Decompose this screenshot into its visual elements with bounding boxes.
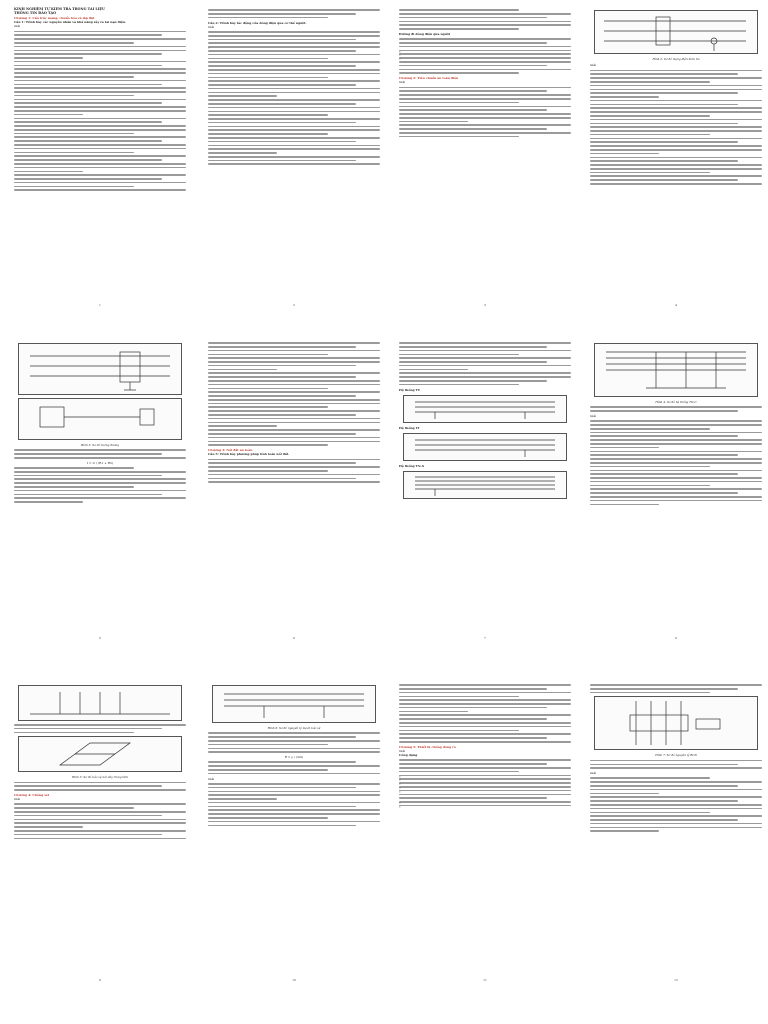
answer-label: Giải xyxy=(208,776,215,781)
circuit-figure xyxy=(594,10,758,54)
page-number: 8 xyxy=(675,635,677,640)
page-1 xyxy=(12,7,188,309)
page-number: 3 xyxy=(484,302,486,307)
page-9 xyxy=(12,682,188,984)
circuit-diagram xyxy=(19,399,181,439)
waveform-figure xyxy=(18,685,182,721)
figure-caption: Hình 6: Sơ đồ nguyên lý mạch bảo vệ xyxy=(267,726,321,730)
page-8 xyxy=(588,340,764,642)
page-number: 7 xyxy=(484,635,486,640)
system-label-tns: Hệ thống TN-S xyxy=(399,463,425,468)
figure-caption: Hình 7: Sơ đồ nguyên lý RCD xyxy=(655,753,697,758)
subheading: Đường đi dòng điện qua người xyxy=(399,31,451,36)
formula: I = U / (R1 + R2) xyxy=(86,460,114,465)
chapter-heading: Chương 2: Tiêu chuẩn an toàn điện xyxy=(399,76,459,81)
page-6 xyxy=(206,340,382,642)
answer-label: Giải xyxy=(590,63,597,68)
grounding-figure-tt xyxy=(403,395,567,423)
page-5 xyxy=(12,340,188,642)
protection-figure xyxy=(212,685,376,723)
circuit-diagram xyxy=(19,344,181,394)
grounding-diagram xyxy=(404,472,566,498)
answer-label: Giải xyxy=(14,24,21,29)
grounding-diagram xyxy=(404,396,566,422)
page-3 xyxy=(397,7,573,309)
page-number: 6 xyxy=(293,635,295,640)
figure-caption: Hình 5: Sơ đồ bảo vệ nối dây trung tính xyxy=(71,775,129,780)
page-number: 5 xyxy=(99,635,101,640)
answer-label: Giải xyxy=(590,771,597,776)
rcd-figure xyxy=(594,696,758,750)
page-number: 10 xyxy=(292,977,296,982)
grounding-figure-tnc xyxy=(594,343,758,397)
system-label-tt: Hệ thống TT xyxy=(399,387,421,392)
grounding-diagram xyxy=(404,434,566,460)
page-7 xyxy=(397,340,573,642)
question-text: Câu 1: Trình bày các nguyên nhân và khả năng xảy ra tai nạn điện. xyxy=(14,20,127,25)
formula: R = ρ / (2πl) xyxy=(284,755,304,760)
waveform-diagram xyxy=(19,686,181,720)
question-text: Câu 2: Trình bày tác động của dòng điện qua cơ thể người. xyxy=(208,20,307,25)
chapter-heading: Chương 1: Cấu trúc mạng, chuẩn hóa và lắp đặt xyxy=(14,15,95,20)
answer-label: Giải xyxy=(14,797,21,802)
page-number: 1 xyxy=(99,302,101,307)
chapter-heading: Chương 5: Thiết bị chống dòng rò xyxy=(399,744,456,749)
chapter-heading: Chương 3: Nối đất an toàn xyxy=(208,448,253,453)
grounding-diagram xyxy=(595,344,757,396)
page-number: 11 xyxy=(483,977,487,982)
figure-caption: Hình 4: Sơ đồ hệ thống TN-C xyxy=(655,400,697,404)
page-2 xyxy=(206,7,382,309)
answer-label: Giải xyxy=(208,24,215,29)
circuit-diagram xyxy=(595,11,757,53)
doc-title: KINH NGHIỆM TỰ KIỂM TRA TRONG TÀI LIỆU xyxy=(14,7,105,11)
grounding-figure-tns xyxy=(403,471,567,499)
protection-diagram xyxy=(213,686,375,722)
page-number: 12 xyxy=(674,977,678,982)
answer-label: Giải xyxy=(399,80,406,85)
figure-caption: Hình 2: Sơ đồ mạng điện hình tia xyxy=(652,57,700,61)
figure-caption: Hình 3: Sơ đồ tương đương xyxy=(80,443,120,447)
circuit-figure xyxy=(18,343,182,395)
doc-subtitle: THÔNG TIN ĐÀO TẠO xyxy=(14,11,57,16)
bridge-figure xyxy=(18,736,182,772)
page-number: 2 xyxy=(293,302,295,307)
answer-label: Giải xyxy=(399,748,406,753)
page-number: 9 xyxy=(99,977,101,982)
circuit-figure-2 xyxy=(18,398,182,440)
question-text: Câu 5: Trình bày phương pháp tính toán nối đất. xyxy=(208,452,290,457)
grounding-figure-it xyxy=(403,433,567,461)
answer-label: Giải xyxy=(590,413,597,418)
page-11 xyxy=(397,682,573,984)
subheading: Công dụng xyxy=(399,753,418,758)
chapter-heading: Chương 4: Chống sét xyxy=(14,792,50,797)
page-10 xyxy=(206,682,382,984)
page-4 xyxy=(588,7,764,309)
page-number: 4 xyxy=(675,302,677,307)
page-12 xyxy=(588,682,764,984)
system-label-it: Hệ thống IT xyxy=(399,425,420,430)
bridge-diagram xyxy=(19,737,181,771)
rcd-diagram xyxy=(595,697,757,749)
